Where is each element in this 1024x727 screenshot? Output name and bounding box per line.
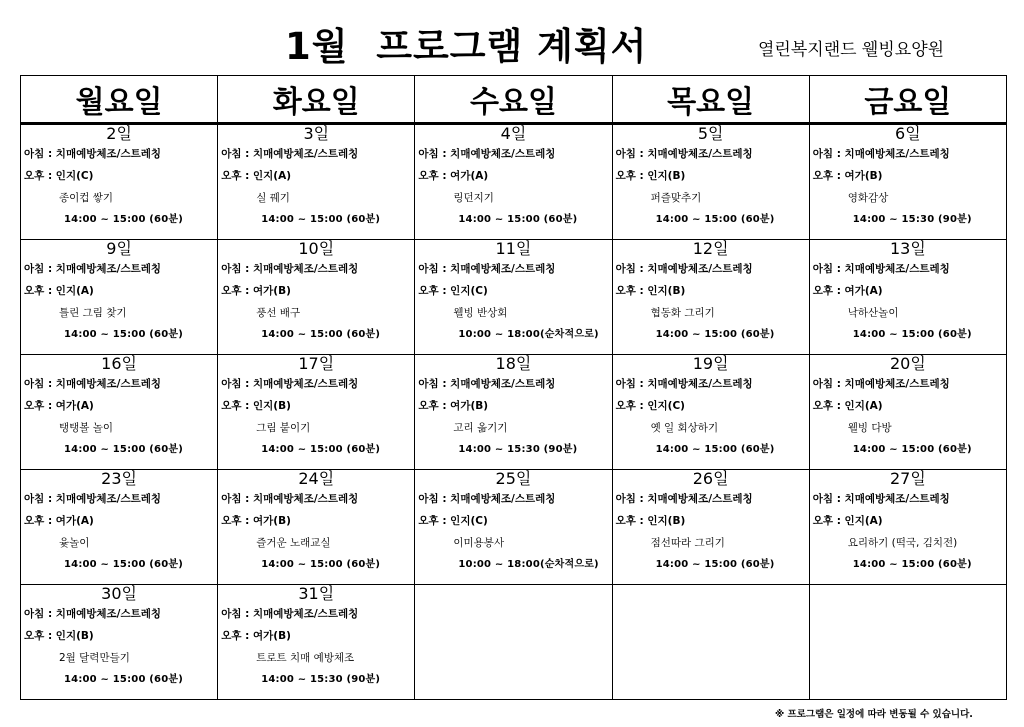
weekday-header: 수요일 <box>415 76 612 124</box>
morning-program: 아침 : 치매예방체조/스트레칭 <box>615 378 753 390</box>
afternoon-program: 오후 : 여가(B) <box>221 285 291 297</box>
day-cell <box>21 240 218 355</box>
day-cell-content <box>810 470 1006 584</box>
activity-name: 링던지기 <box>453 192 494 204</box>
empty-day-cell <box>809 585 1006 700</box>
morning-program: 아침 : 치매예방체조/스트레칭 <box>24 148 162 160</box>
day-cell-content <box>21 585 217 699</box>
day-cell-content <box>218 470 414 584</box>
day-date: 18일 <box>495 354 532 373</box>
day-cell-content <box>415 240 611 354</box>
day-cell-content <box>810 125 1006 239</box>
morning-program: 아침 : 치매예방체조/스트레칭 <box>418 148 556 160</box>
activity-name: 퍼즐맞추기 <box>650 192 702 204</box>
activity-time: 14:00 ~ 15:30 (90분) <box>458 444 578 455</box>
day-cell <box>809 355 1006 470</box>
week-row <box>21 470 1007 585</box>
day-cell-content <box>21 125 217 239</box>
morning-program: 아침 : 치매예방체조/스트레칭 <box>221 378 359 390</box>
afternoon-program: 오후 : 여가(B) <box>418 400 489 412</box>
afternoon-program: 오후 : 인지(A) <box>812 400 883 412</box>
morning-program: 아침 : 치매예방체조/스트레칭 <box>221 608 359 620</box>
day-date: 10일 <box>298 239 335 258</box>
activity-time: 14:00 ~ 15:30 (90분) <box>261 674 381 685</box>
day-cell-content <box>415 355 611 469</box>
day-cell-content <box>613 585 809 699</box>
day-cell <box>21 470 218 585</box>
activity-name: 요리하기 (떡국, 김치전) <box>847 537 958 549</box>
activity-name: 고리 옮기기 <box>453 422 508 434</box>
activity-time: 14:00 ~ 15:00 (60분) <box>64 559 184 570</box>
morning-program: 아침 : 치매예방체조/스트레칭 <box>615 493 753 505</box>
day-cell <box>218 355 415 470</box>
activity-time: 14:00 ~ 15:00 (60분) <box>64 674 184 685</box>
day-cell <box>21 124 218 240</box>
page-title: 1월 프로그램 계획서 <box>285 25 648 68</box>
day-date: 11일 <box>495 239 532 258</box>
day-date: 16일 <box>101 354 137 373</box>
activity-name: 옛 일 회상하기 <box>650 422 719 434</box>
afternoon-program: 오후 : 여가(A) <box>418 170 489 182</box>
week-row <box>21 355 1007 470</box>
morning-program: 아침 : 치매예방체조/스트레칭 <box>812 263 950 275</box>
activity-time: 14:00 ~ 15:00 (60분) <box>852 444 972 455</box>
activity-name: 웰빙 반상회 <box>453 307 508 319</box>
activity-time: 14:00 ~ 15:00 (60분) <box>655 214 775 225</box>
day-date: 20일 <box>889 354 926 373</box>
activity-name: 실 꿰기 <box>256 192 290 204</box>
weekday-header: 목요일 <box>612 76 809 124</box>
activity-name: 종이컵 쌓기 <box>59 192 114 204</box>
day-date: 12일 <box>692 239 729 258</box>
afternoon-program: 오후 : 인지(B) <box>24 630 94 642</box>
day-cell-content <box>21 470 217 584</box>
day-date: 24일 <box>298 469 335 488</box>
afternoon-program: 오후 : 여가(B) <box>221 630 291 642</box>
afternoon-program: 오후 : 인지(B) <box>221 400 291 412</box>
day-cell-content <box>218 125 414 239</box>
day-date: 25일 <box>495 469 532 488</box>
afternoon-program: 오후 : 여가(A) <box>812 285 883 297</box>
activity-time: 14:00 ~ 15:00 (60분) <box>261 329 381 340</box>
activity-time: 14:00 ~ 15:00 (60분) <box>655 444 775 455</box>
day-date: 31일 <box>298 584 335 603</box>
day-cell <box>218 240 415 355</box>
activity-time: 14:00 ~ 15:00 (60분) <box>261 559 381 570</box>
morning-program: 아침 : 치매예방체조/스트레칭 <box>812 378 950 390</box>
activity-time: 14:00 ~ 15:30 (90분) <box>852 214 972 225</box>
day-cell-content <box>218 585 414 699</box>
empty-day-cell <box>612 585 809 700</box>
afternoon-program: 오후 : 인지(C) <box>418 285 488 297</box>
activity-name: 풍선 배구 <box>256 307 301 319</box>
activity-name: 이미용봉사 <box>453 537 505 549</box>
day-cell <box>218 124 415 240</box>
day-date: 23일 <box>101 469 137 488</box>
afternoon-program: 오후 : 인지(A) <box>24 285 94 297</box>
activity-name: 영화감상 <box>847 192 889 204</box>
weekday-header: 화요일 <box>218 76 415 124</box>
week-row <box>21 585 1007 700</box>
day-cell <box>612 470 809 585</box>
day-date: 3일 <box>303 124 330 143</box>
activity-time: 14:00 ~ 15:00 (60분) <box>64 329 184 340</box>
activity-time: 14:00 ~ 15:00 (60분) <box>458 214 578 225</box>
morning-program: 아침 : 치매예방체조/스트레칭 <box>221 493 359 505</box>
activity-time: 14:00 ~ 15:00 (60분) <box>852 329 972 340</box>
activity-time: 10:00 ~ 18:00(순차적으로) <box>458 329 599 340</box>
activity-time: 14:00 ~ 15:00 (60분) <box>64 214 184 225</box>
morning-program: 아침 : 치매예방체조/스트레칭 <box>221 263 359 275</box>
morning-program: 아침 : 치매예방체조/스트레칭 <box>812 493 950 505</box>
schedule-change-note: ※ 프로그램은 일정에 따라 변동될 수 있습니다. <box>775 709 973 720</box>
day-cell-content <box>810 240 1006 354</box>
afternoon-program: 오후 : 여가(A) <box>24 400 94 412</box>
day-cell-content <box>613 470 809 584</box>
morning-program: 아침 : 치매예방체조/스트레칭 <box>418 378 556 390</box>
day-date: 2일 <box>106 124 132 143</box>
activity-time: 14:00 ~ 15:00 (60분) <box>261 444 381 455</box>
morning-program: 아침 : 치매예방체조/스트레칭 <box>24 378 162 390</box>
day-date: 6일 <box>895 124 921 143</box>
morning-program: 아침 : 치매예방체조/스트레칭 <box>418 493 556 505</box>
activity-time: 14:00 ~ 15:00 (60분) <box>655 329 775 340</box>
week-row <box>21 240 1007 355</box>
afternoon-program: 오후 : 인지(B) <box>615 170 686 182</box>
day-cell <box>612 240 809 355</box>
afternoon-program: 오후 : 인지(C) <box>615 400 685 412</box>
week-row <box>21 124 1007 240</box>
day-cell-content <box>810 585 1006 699</box>
day-cell <box>809 124 1006 240</box>
day-date: 13일 <box>889 239 926 258</box>
activity-name: 낙하산놀이 <box>847 307 899 319</box>
afternoon-program: 오후 : 인지(C) <box>418 515 488 527</box>
day-cell <box>612 124 809 240</box>
calendar-body <box>21 124 1007 700</box>
weekday-header: 월요일 <box>21 76 218 124</box>
weekday-header-row <box>21 76 1007 124</box>
day-date: 19일 <box>692 354 729 373</box>
day-date: 5일 <box>697 124 724 143</box>
afternoon-program: 오후 : 여가(B) <box>221 515 291 527</box>
activity-time: 14:00 ~ 15:00 (60분) <box>655 559 775 570</box>
activity-time: 14:00 ~ 15:00 (60분) <box>852 559 972 570</box>
weekday-header: 금요일 <box>809 76 1006 124</box>
activity-name: 그림 붙이기 <box>256 422 311 434</box>
day-date: 27일 <box>889 469 926 488</box>
day-date: 30일 <box>101 584 137 603</box>
day-cell <box>612 355 809 470</box>
day-date: 17일 <box>298 354 335 373</box>
day-cell <box>415 124 612 240</box>
day-cell-content <box>218 355 414 469</box>
activity-time: 10:00 ~ 18:00(순차적으로) <box>458 559 599 570</box>
day-cell-content <box>21 355 217 469</box>
activity-name: 2월 달력만들기 <box>59 652 130 664</box>
day-cell-content <box>613 355 809 469</box>
activity-name: 점선따라 그리기 <box>650 537 725 549</box>
afternoon-program: 오후 : 여가(A) <box>24 515 94 527</box>
activity-name: 즐거운 노래교실 <box>256 537 331 549</box>
day-date: 9일 <box>106 239 132 258</box>
day-cell <box>218 470 415 585</box>
day-cell <box>415 240 612 355</box>
day-cell <box>809 240 1006 355</box>
morning-program: 아침 : 치매예방체조/스트레칭 <box>812 148 950 160</box>
day-cell-content <box>613 125 809 239</box>
day-cell <box>415 470 612 585</box>
activity-name: 웰빙 다방 <box>847 422 892 434</box>
day-cell-content <box>218 240 414 354</box>
afternoon-program: 오후 : 여가(B) <box>812 170 883 182</box>
morning-program: 아침 : 치매예방체조/스트레칭 <box>615 148 753 160</box>
morning-program: 아침 : 치매예방체조/스트레칭 <box>24 608 162 620</box>
activity-name: 협동화 그리기 <box>650 307 715 319</box>
morning-program: 아침 : 치매예방체조/스트레칭 <box>24 263 162 275</box>
empty-day-cell <box>415 585 612 700</box>
activity-name: 탱탱볼 놀이 <box>59 422 114 434</box>
morning-program: 아침 : 치매예방체조/스트레칭 <box>221 148 359 160</box>
morning-program: 아침 : 치매예방체조/스트레칭 <box>24 493 162 505</box>
program-calendar <box>20 75 1007 700</box>
afternoon-program: 오후 : 인지(A) <box>221 170 291 182</box>
morning-program: 아침 : 치매예방체조/스트레칭 <box>615 263 753 275</box>
day-cell-content <box>613 240 809 354</box>
activity-name: 틀린 그림 찾기 <box>59 307 127 319</box>
afternoon-program: 오후 : 인지(A) <box>812 515 883 527</box>
day-date: 26일 <box>692 469 729 488</box>
afternoon-program: 오후 : 인지(C) <box>24 170 94 182</box>
day-cell-content <box>21 240 217 354</box>
day-cell-content <box>415 125 611 239</box>
day-cell <box>21 585 218 700</box>
day-cell <box>218 585 415 700</box>
activity-name: 윷놀이 <box>59 537 90 549</box>
day-date: 4일 <box>500 124 527 143</box>
day-cell <box>21 355 218 470</box>
afternoon-program: 오후 : 인지(B) <box>615 285 686 297</box>
day-cell-content <box>810 355 1006 469</box>
day-cell-content <box>415 585 611 699</box>
day-cell <box>809 470 1006 585</box>
afternoon-program: 오후 : 인지(B) <box>615 515 686 527</box>
activity-time: 14:00 ~ 15:00 (60분) <box>64 444 184 455</box>
morning-program: 아침 : 치매예방체조/스트레칭 <box>418 263 556 275</box>
activity-name: 트로트 치매 예방체조 <box>256 652 355 664</box>
day-cell-content <box>415 470 611 584</box>
day-cell <box>415 355 612 470</box>
activity-time: 14:00 ~ 15:00 (60분) <box>261 214 381 225</box>
organization-name: 열린복지랜드 웰빙요양원 <box>758 40 945 60</box>
